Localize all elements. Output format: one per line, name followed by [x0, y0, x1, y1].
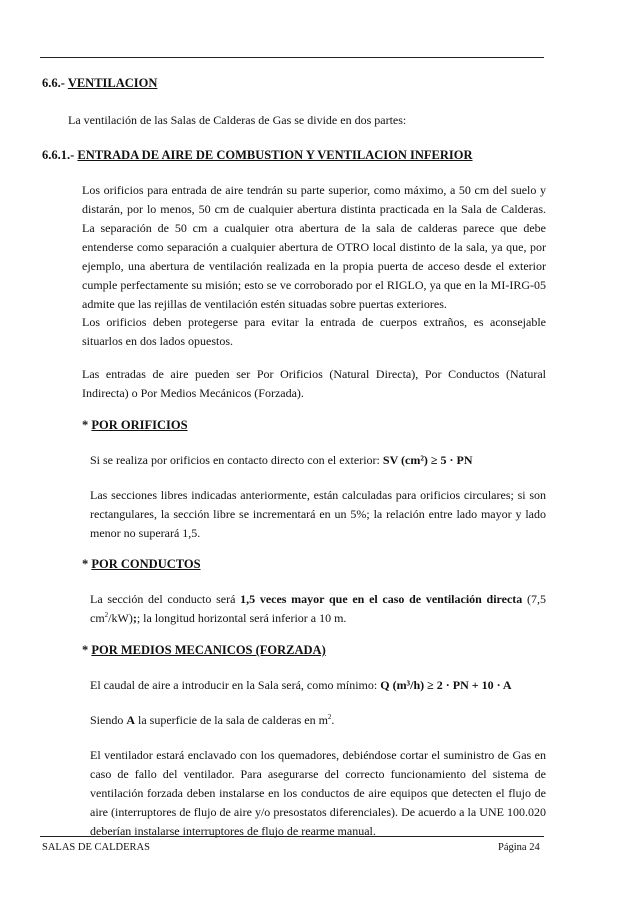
- bullet-star: *: [82, 643, 92, 657]
- header-rule: [40, 57, 544, 58]
- orificios-formula-line: [90, 451, 546, 470]
- footer-page-number: Página 24: [498, 842, 540, 853]
- section-title: VENTILACION: [67, 76, 158, 90]
- section-number: 6.6.-: [42, 76, 68, 90]
- siendo-text-a: Siendo: [90, 713, 127, 727]
- conductos-semicolon: ;: [132, 611, 137, 625]
- siendo-line: [90, 711, 546, 730]
- caudal-text: El caudal de aire a introducir en la Sala será, como mínimo:: [90, 678, 381, 692]
- caudal-formula: Q (m³/h) ≥ 2 · PN + 10 · A: [380, 678, 512, 692]
- paragraph-conductos: [90, 590, 546, 628]
- heading-por-orificios: [82, 418, 188, 433]
- heading-por-medios-mecanicos: [82, 643, 326, 658]
- paragraph-ventilador: El ventilador estará enclavado con los quemadores, debiéndose cortar el suministro de Gas en caso de fallo del ventilador. Para asegurarse del correcto funcionamiento del sistema de ventilación forzada deben instalarse en los conductos de aire equipos que detecten el flujo de aire (interruptores de flujo de aire y/o presostatos diferenciales). De acuerdo a la UNE 100.020 deberían instalarse interruptores de flujo de rearme manual.: [90, 748, 546, 838]
- conductos-text-a: La sección del conducto será: [90, 592, 241, 606]
- conductos-text-c: /kW): [108, 611, 133, 625]
- paragraph-orifices-position: Los orificios para entrada de aire tendrán su parte superior, como máximo, a 50 cm del suelo y distarán, por lo menos, 50 cm de cualquier abertura distinta practicada en la Sala de Calderas. La separación de 50 cm a cualquier otra abertura de la sala de calderas parece que debe entenderse como separación a cualquier abertura de OTRO local distinto de la sala, ya que, por ejemplo, una abertura de ventilación realizada en la propia puerta de acceso desde el exterior cumple perfectamente su misión; esto se ve corroborado por el RIGLO, ya que en la MI-IRG-05 admite que las rejillas de ventilación estén situadas sobre puertas exteriores.: [82, 183, 546, 311]
- footer-document-title: SALAS DE CALDERAS: [42, 842, 150, 853]
- paragraph-orifices-protection: Los orificios deben protegerse para evitar la entrada de cuerpos extraños, es aconsejable situarlos en dos lados opuestos.: [82, 315, 546, 348]
- conductos-text-b: (7,5 cm: [90, 592, 546, 625]
- siendo-superscript: 2: [327, 713, 332, 721]
- subsection-title: ENTRADA DE AIRE DE COMBUSTION Y VENTILACION INFERIOR: [77, 148, 473, 162]
- conductos-superscript: 2: [104, 611, 109, 619]
- heading-por-conductos-title: POR CONDUCTOS: [91, 557, 201, 571]
- conductos-bold-text: 1,5 veces mayor que en el caso de ventilación directa: [240, 592, 523, 606]
- bullet-star: *: [82, 557, 92, 571]
- conductos-text-d: ; la longitud horizontal será inferior a 10 m.: [136, 611, 347, 625]
- section-heading: [42, 76, 157, 91]
- paragraph-air-entry-types: Las entradas de aire pueden ser Por Orificios (Natural Directa), Por Conductos (Natural Indirecta) o Por Medios Mecánicos (Forzada).: [82, 367, 546, 400]
- siendo-bold: A: [126, 713, 136, 727]
- caudal-formula-line: [90, 676, 546, 695]
- heading-por-medios-mecanicos-title: POR MEDIOS MECANICOS (FORZADA): [91, 643, 326, 657]
- siendo-text-c: .: [331, 713, 335, 727]
- heading-por-conductos: [82, 557, 201, 572]
- orificios-formula-text: Si se realiza por orificios en contacto directo con el exterior:: [90, 453, 383, 467]
- section-intro: La ventilación de las Salas de Calderas de Gas se divide en dos partes:: [68, 113, 407, 127]
- paragraph-orificios-sections: Las secciones libres indicadas anteriormente, están calculadas para orificios circulares; si son rectangulares, la sección libre se incrementará en un 5%; la relación entre lado mayor y lado menor no superará 1,5.: [90, 488, 546, 540]
- siendo-text-b: la superficie de la sala de calderas en m: [135, 713, 328, 727]
- subsection-heading: [42, 148, 473, 163]
- bullet-star: *: [82, 418, 92, 432]
- orificios-formula: SV (cm²) ≥ 5 · PN: [382, 453, 473, 467]
- footer-rule: [40, 836, 544, 837]
- subsection-number: 6.6.1.-: [42, 148, 78, 162]
- heading-por-orificios-title: POR ORIFICIOS: [91, 418, 188, 432]
